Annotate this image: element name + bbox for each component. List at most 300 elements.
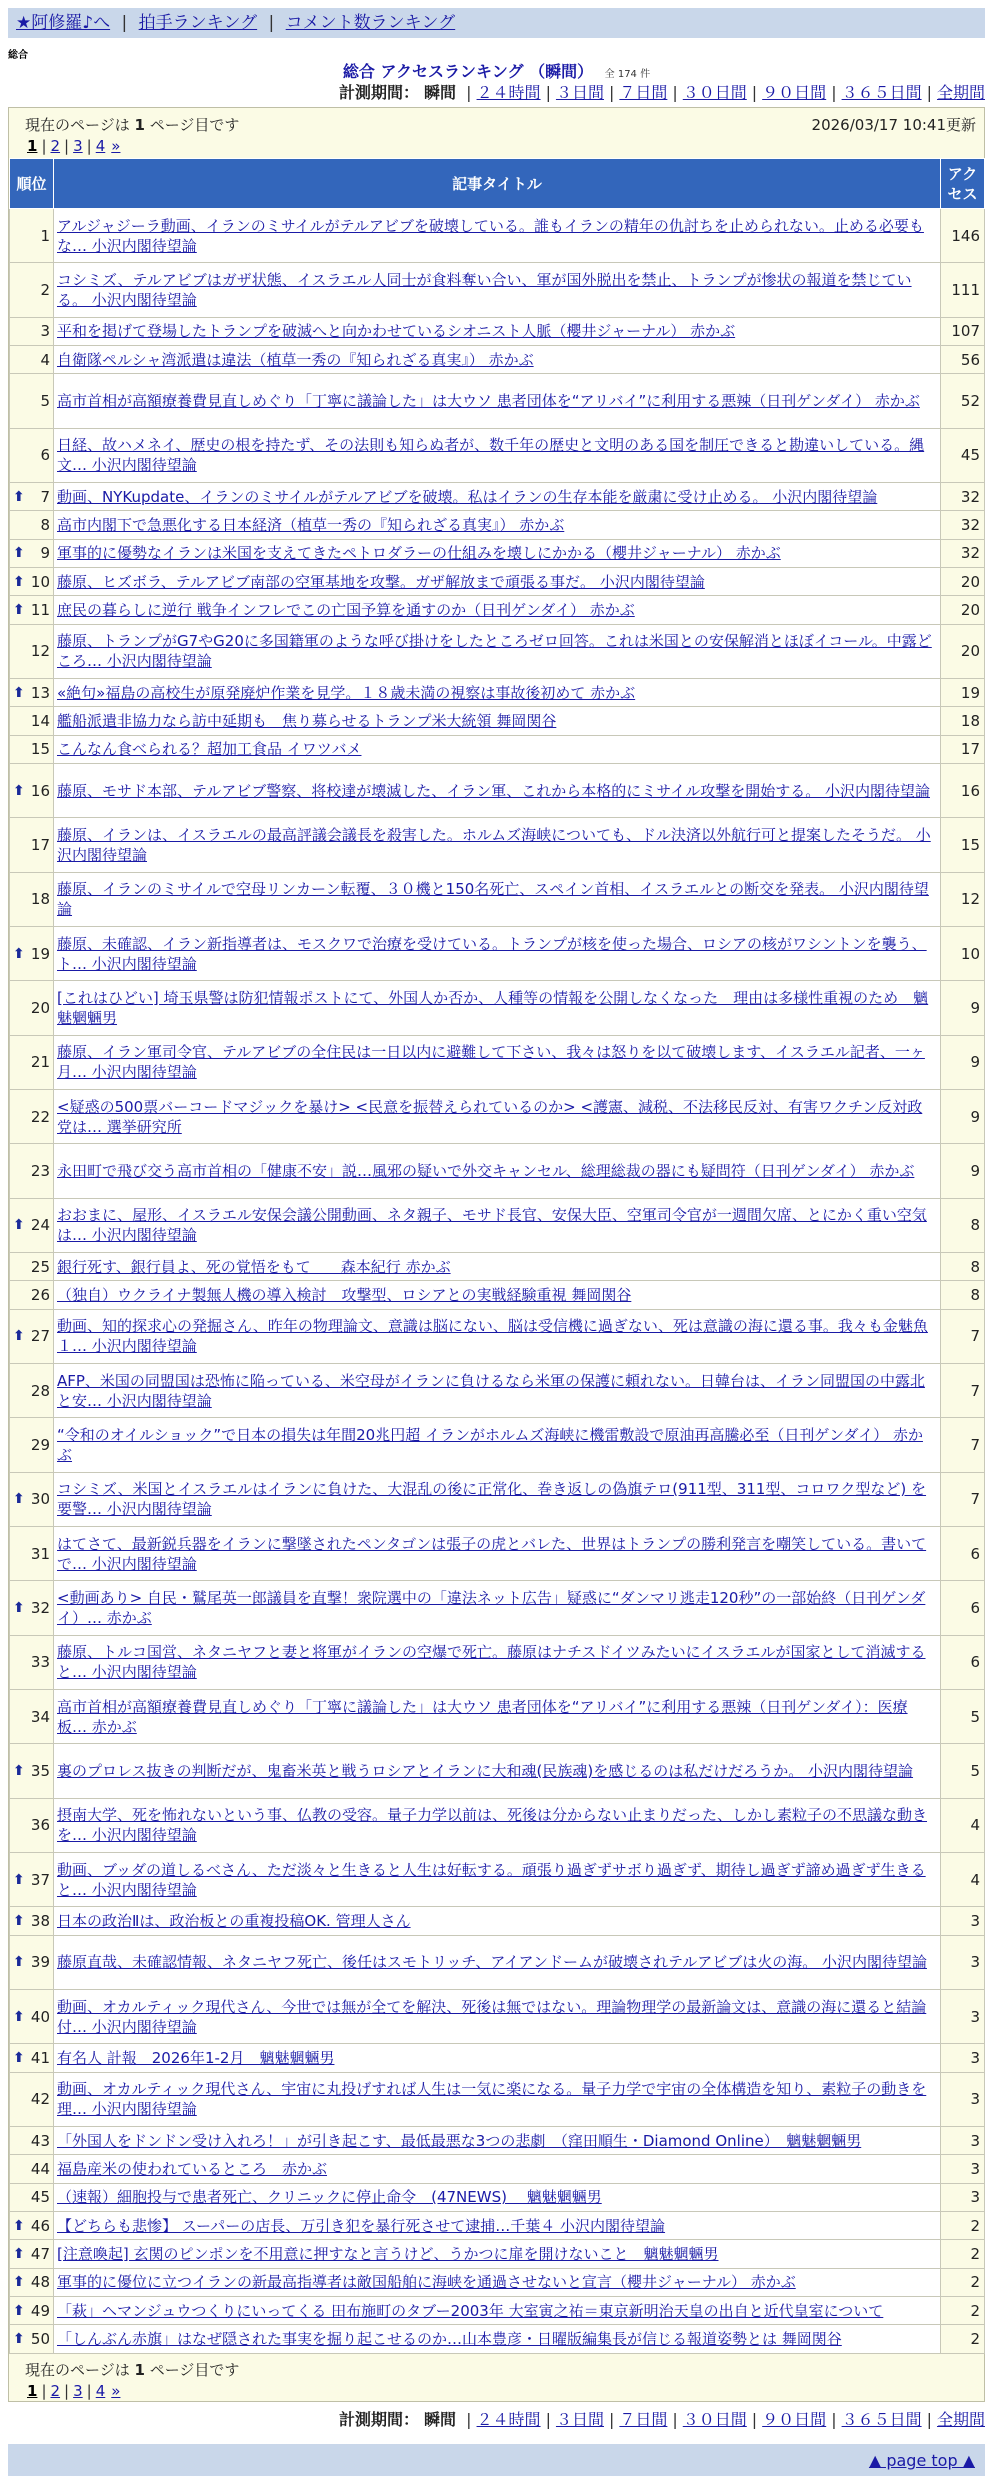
article-title-link[interactable]: 「萩」ヘマンジュウつくりにいってくる 田布施町のタブー2003年 大室寅之祐＝東京新明治天皇の出自と近代皇室について [57,2301,884,2320]
rank-up-arrow-icon: ⬆ [13,684,25,701]
period-option-link[interactable]: 全期間 [936,2410,985,2429]
ranking-row [10,263,985,317]
bottom-bar [8,2444,985,2476]
rank-cell [10,1853,54,1907]
access-count: 3 [941,1990,985,2044]
period-label: 計測期間： [338,83,419,102]
access-count: 6 [941,1581,985,1635]
title-cell [54,1935,941,1989]
access-count: 2 [941,2297,985,2325]
title-cell [54,1364,941,1418]
access-count: 32 [941,483,985,511]
ranking-row [10,735,985,763]
rank-number: 25 [30,1257,50,1276]
top-nav-bar [8,8,985,38]
rank-up-arrow-icon: ⬆ [13,1871,25,1888]
article-title-link[interactable]: 高市首相が高額療養費見直しめぐり「丁寧に議論した」は大ウソ 患者団体を“アリバイ”に利用する悪辣（日刊ゲンダイ）：医療板… 赤かぶ [57,1697,908,1736]
clap-ranking-link[interactable]: 拍手ランキング [138,13,258,33]
article-title-link[interactable]: 藤原直哉、未確認情報、ネタニヤフ死亡、後任はスモトリッチ、アイアンドームが破壊されテルアビブは火の海。 小沢内閣待望論 [57,1953,927,1972]
pagination-separator: | [41,2382,47,2400]
ranking-row [10,596,985,624]
rank-number: 39 [30,1953,50,1972]
article-title-link[interactable]: 動画、ブッダの道しるべさん、ただ淡々と生きると人生は好転する。頑張り過ぎずサボり過ぎず、期待し過ぎず諦め過ぎず生きると… 小沢内閣待望論 [57,1860,926,1899]
title-cell [54,2297,941,2325]
article-title-link[interactable]: 動画、知的探求心の発掘さん、昨年の物理論文、意識は脳にない、脳は受信機に過ぎない、死は意識の海に還る事。我々も金魅魚１… 小沢内閣待望論 [57,1317,928,1356]
rank-cell [10,624,54,678]
title-cell [54,2183,941,2211]
access-count: 16 [941,764,985,818]
pagination-page-link[interactable]: 4 [95,137,106,155]
access-count: 2 [941,2212,985,2240]
rank-cell [10,1035,54,1089]
pagination-page-link[interactable]: 3 [73,137,83,155]
current-page-prefix: 現在のページは [25,2361,135,2379]
ranking-row [10,2240,985,2268]
period-option-link[interactable]: ７日間 [619,83,668,102]
ranking-row [10,1418,985,1472]
access-count: 20 [941,624,985,678]
rank-cell [10,1690,54,1744]
rank-number: 38 [30,1912,50,1930]
ranking-row [10,1581,985,1635]
ranking-row [10,2268,985,2296]
rank-cell [10,2127,54,2155]
ranking-row [10,317,985,345]
pagination-page-link[interactable]: 1 [27,2382,38,2400]
pagination-page-link[interactable]: 1 [27,137,38,155]
ranking-row [10,624,985,678]
period-option-link[interactable]: ２４時間 [476,2410,541,2429]
ranking-row [10,1935,985,1989]
title-cell [54,209,941,263]
article-title-link[interactable]: 【どちらも悲惨】 スーパーの店長、万引き犯を暴行死させて逮捕…千葉４ 小沢内閣待望論 [57,2216,666,2235]
rank-cell [10,1198,54,1252]
title-cell [54,1744,941,1798]
article-title-link[interactable]: 庶民の暮らしに逆行 戦争インフレでこの亡国予算を通すのか（日刊ゲンダイ） 赤かぶ [57,601,635,620]
title-cell [54,374,941,428]
rank-cell [10,927,54,981]
access-count: 52 [941,374,985,428]
article-title-link[interactable]: 自衛隊ペルシャ湾派遣は違法（植草一秀の『知られざる真実』） 赤かぶ [57,350,534,369]
rank-up-arrow-icon: ⬆ [13,2302,25,2319]
rank-number: 48 [30,2273,50,2292]
article-title-link[interactable]: アルジャジーラ動画、イランのミサイルがテルアビブを破壊している。誰もイランの精年の仇討ちを止められない。止める必要もな… 小沢内閣待望論 [57,216,924,255]
article-title-link[interactable]: こんなん食べられる？超加工食品 イワツバメ [57,740,362,759]
ranking-row [10,981,985,1035]
ranking-row [10,209,985,263]
article-title-link[interactable]: 高市内閣下で急悪化する日本経済（植草一秀の『知られざる真実』） 赤かぶ [57,516,565,535]
rank-up-arrow-icon: ⬆ [13,1217,25,1234]
current-page-prefix: 現在のページは [25,116,135,134]
header-rank: 順位 [10,159,54,209]
article-title-link[interactable]: 藤原、イランのミサイルで空母リンカーン転覆、３０機と150名死亡、スペイン首相、イスラエルとの断交を発表。 小沢内閣待望論 [57,880,929,919]
article-title-link[interactable]: 軍事的に優位に立つイランの新最高指導者は敵国船舶に海峡を通過させないと宣言（櫻井ジャーナル） 赤かぶ [57,2273,796,2292]
ranking-row [10,2325,985,2354]
article-title-link[interactable]: 日本の政治Ⅱは、政治板との重複投稿OK. 管理人さん [57,1912,411,1930]
article-title-link[interactable]: «絶句»福島の高校生が原発廃炉作業を見学。１８歳未満の視察は事故後初めて 赤かぶ [57,683,636,702]
access-count: 4 [941,1798,985,1852]
title-cell [54,764,941,818]
title-cell [54,1418,941,1472]
title-cell [54,2240,941,2268]
period-option-link[interactable]: ３日間 [555,83,604,102]
ranking-row [10,927,985,981]
rank-cell [10,1418,54,1472]
rank-cell [10,596,54,624]
article-title-link[interactable]: 藤原、イランは、イスラエルの最高評議会議長を殺害した。ホルムズ海峡についても、ドル決済以外航行可と提案したそうだ。 小沢内閣待望論 [57,826,931,865]
article-title-link[interactable]: 平和を掲げて登場したトランプを破滅へと向かわせているシオニスト人脈（櫻井ジャーナル） 赤かぶ [57,322,736,341]
article-title-link[interactable]: はてさて、最新鋭兵器をイランに撃墜されたペンタゴンは張子の虎とバレた、世界はトランプの勝利発言を嘲笑している。書いてで… 小沢内閣待望論 [57,1534,927,1573]
rank-number: 35 [30,1762,50,1780]
ranking-row [10,1253,985,1281]
title-cell [54,346,941,374]
page-info-top [9,108,984,158]
rank-cell [10,2212,54,2240]
title-cell [54,2127,941,2155]
pagination-bottom [27,2382,120,2400]
rank-cell [10,317,54,345]
article-title-link[interactable]: 藤原、トルコ国営、ネタニヤフと妻と将軍がイランの空爆で死亡。藤原はナチスドイツみたいにイスラエルが国家として消滅すると… 小沢内閣待望論 [57,1643,926,1682]
title-cell [54,1798,941,1852]
rank-cell [10,2183,54,2211]
access-count: 19 [941,679,985,707]
rank-number: 1 [40,226,50,245]
access-count: 6 [941,1635,985,1689]
rank-number: 4 [40,350,50,369]
period-separator: | [545,2410,551,2429]
ranking-row [10,1090,985,1144]
page-top-link[interactable]: ▲ page top ▲ [868,2451,975,2470]
rank-cell [10,1935,54,1989]
article-title-link[interactable]: 福島産米の使われているところ 赤かぶ [57,2160,328,2179]
title-cell [54,2212,941,2240]
rank-cell [10,539,54,567]
period-option-link[interactable]: ３０日間 [682,83,747,102]
access-count: 12 [941,872,985,926]
article-title-link[interactable]: [注意喚起] 玄関のピンポンを不用意に押すなと言うけど、うかつに扉を開けないこと 魑魅魍魎男 [57,2245,719,2264]
rank-cell [10,2044,54,2072]
rank-number: 13 [30,683,50,702]
title-cell [54,2268,941,2296]
rank-cell [10,1472,54,1526]
rank-cell [10,483,54,511]
rank-cell [10,374,54,428]
article-title-link[interactable]: <動画あり> 自民・鷲尾英一郎議員を直撃！衆院選中の「違法ネット広告」疑惑に“ダンマリ逃走120秒”の一部始終（日刊ゲンダイ）… 赤かぶ [57,1589,926,1628]
period-separator: | [672,83,678,102]
pagination-page-link[interactable]: 2 [50,2382,61,2400]
rank-cell [10,1635,54,1689]
access-count: 20 [941,596,985,624]
article-title-link[interactable]: 銀行死す、銀行員よ、死の覚悟をもて 森本紀行 赤かぶ [57,1257,451,1276]
rank-number: 16 [30,781,50,800]
ranking-row [10,1035,985,1089]
period-separator: | [831,83,837,102]
page-info-bottom [9,2353,984,2403]
header-access: アクセス [941,159,985,209]
rank-up-arrow-icon: ⬆ [13,573,25,590]
rank-number: 20 [30,999,50,1018]
rank-cell [10,511,54,539]
rank-cell [10,1744,54,1798]
current-page-text [25,2359,239,2380]
article-title-link[interactable]: おおまに、屋形、イスラエル安保会議公開動画、ネタ親子、モサド長官、安保大臣、空軍司令官が一週間欠席、とにかく重い空気は… 小沢内閣待望論 [57,1206,927,1245]
rank-cell [10,1364,54,1418]
access-count: 5 [941,1744,985,1798]
period-option-link[interactable]: ３日間 [555,2410,604,2429]
title-cell [54,1472,941,1526]
rank-cell [10,1281,54,1309]
period-separator: | [751,83,758,102]
title-cell [54,624,941,678]
ranking-row [10,1744,985,1798]
period-option-link[interactable]: ３６５日間 [841,2410,922,2429]
article-title-link[interactable]: 艦船派遣非協力なら訪中延期も 焦り募らせるトランプ米大統領 舞岡関谷 [57,712,557,731]
rank-cell [10,818,54,872]
period-option-link[interactable]: ９０日間 [762,2410,827,2429]
section-label: 総合 [8,50,28,61]
article-title-link[interactable]: 動画、オカルティック現代さん、今世では無が全てを解決、死後は無ではない。理論物理学の最新論文は、意識の海に還ると結論付… 小沢内閣待望論 [57,1997,927,2036]
title-cell [54,263,941,317]
article-title-link[interactable]: （独自）ウクライナ製無人機の導入検討 攻撃型、ロシアとの実戦経験重視 舞岡関谷 [57,1286,632,1305]
access-count: 5 [941,1690,985,1744]
period-selector-top [339,84,985,102]
rank-number: 46 [30,2216,50,2235]
access-count: 107 [941,317,985,345]
current-page-text [25,114,239,135]
period-option-link[interactable]: 全期間 [936,83,985,102]
title-cell [54,1990,941,2044]
article-title-link[interactable]: 永田町で飛び交う高市首相の「健康不安」説…風邪の疑いで外交キャンセル、総理総裁の器にも疑問符（日刊ゲンダイ） 赤かぶ [57,1162,915,1181]
rank-cell [10,263,54,317]
rank-number: 7 [40,487,50,506]
ranking-row [10,818,985,872]
ranking-row [10,1853,985,1907]
title-cell [54,1635,941,1689]
ranking-row [10,2183,985,2211]
article-title-link[interactable]: 藤原、未確認、イラン新指導者は、モスクワで治療を受けている。トランプが核を使った場合、ロシアの核がワシントンを襲う、ト… 小沢内閣待望論 [57,934,927,973]
period-separator: | [608,83,615,102]
home-link[interactable]: ★阿修羅♪へ [16,13,111,33]
ranking-row [10,568,985,596]
ranking-row [10,1907,985,1935]
article-title-link[interactable]: 摂南大学、死を怖れないという事、仏教の受容。量子力学以前は、死後は分からない止まりだった、しかし素粒子の不思議な動きを… 小沢内閣待望論 [57,1806,928,1845]
rank-number: 30 [30,1490,50,1509]
rank-number: 10 [30,572,50,591]
title-cell [54,981,941,1035]
ranking-row [10,346,985,374]
title-cell [54,2044,941,2072]
ranking-row [10,2072,985,2126]
title-cell [54,927,941,981]
rank-up-arrow-icon: ⬆ [13,1600,25,1617]
rank-number: 14 [30,712,50,731]
ranking-row [10,1281,985,1309]
current-page-suffix: ページ目です [144,116,240,134]
article-title-link[interactable]: 藤原、イラン軍司令官、テルアビブの全住民は一日以内に避難して下さい、我々は怒りを以て破壊します、イスラエル記者、一ヶ月… 小沢内閣待望論 [57,1043,925,1082]
rank-cell [10,2072,54,2126]
access-count: 7 [941,1418,985,1472]
rank-up-arrow-icon: ⬆ [13,2050,25,2066]
rank-cell [10,764,54,818]
article-title-link[interactable]: <疑惑の500票バーコードマジックを暴け> <民意を振替えられているのか> <護憲、減税、不法移民反対、有害ワクチン反対政党は… 選挙研究所 [57,1097,923,1136]
rank-number: 17 [30,836,50,855]
article-title-link[interactable]: 藤原、モサド本部、テルアビブ警察、将校達が壊滅した、イラン軍、これから本格的にミサイル攻撃を開始する。 小沢内閣待望論 [57,781,930,800]
ranking-row [10,1798,985,1852]
rank-cell [10,1581,54,1635]
title-cell [54,539,941,567]
article-title-link[interactable]: 動画、NYKupdate、イランのミサイルがテルアビブを破壊。私はイランの生存本能を厳粛に受け止める。 小沢内閣待望論 [57,487,878,506]
ranking-row [10,1198,985,1252]
article-title-link[interactable]: （速報）細胞投与で患者死亡、クリニックに停止命令 (47NEWS) 魑魅魍魎男 [57,2188,602,2207]
current-page-number: 1 [134,116,145,134]
title-cell [54,1035,941,1089]
ranking-title [8,63,985,84]
rank-up-arrow-icon: ⬆ [13,2008,25,2025]
rank-up-arrow-icon: ⬆ [13,2274,25,2291]
rank-up-arrow-icon: ⬆ [13,545,25,562]
period-separator: | [926,83,932,102]
rank-number: 43 [30,2131,50,2150]
rank-number: 2 [40,280,50,299]
access-count: 3 [941,1907,985,1935]
ranking-total: 全 174 件 [604,69,651,80]
access-count: 15 [941,818,985,872]
title-cell [54,1090,941,1144]
pagination-page-link[interactable]: 3 [73,2382,83,2400]
ranking-row [10,764,985,818]
title-cell [54,872,941,926]
ranking-row [10,2044,985,2072]
rank-cell [10,568,54,596]
pagination-top [27,137,120,155]
pagination-page-link[interactable]: 2 [50,137,61,155]
title-cell [54,679,941,707]
article-title-link[interactable]: 高市首相が高額療養費見直しめぐり「丁寧に議論した」は大ウソ 患者団体を“アリバイ”に利用する悪辣（日刊ゲンダイ） 赤かぶ [57,392,920,410]
nav-separator: | [268,13,275,33]
ranking-row [10,1990,985,2044]
pagination-separator: | [86,137,92,155]
article-title-link[interactable]: [これはひどい] 埼玉県警は防犯情報ポストにて、外国人か否か、人種等の情報を公開しなくなった 理由は多様性重視のため 魑魅魍魎男 [57,989,929,1028]
title-cell [54,1907,941,1935]
rank-cell [10,1309,54,1363]
access-count: 8 [941,1253,985,1281]
period-option-link[interactable]: ３６５日間 [841,83,922,102]
rank-number: 37 [30,1870,50,1889]
rank-up-arrow-icon: ⬆ [13,1491,25,1508]
period-option-link[interactable]: ９０日間 [762,83,827,102]
period-current: 瞬間 [424,83,457,102]
article-title-link[interactable]: コシミズ、米国とイスラエルはイランに負けた、大混乱の後に正常化、巻き返しの偽旗テロ(911型、311型、コロワク型など) を要警… 小沢内閣待望論 [57,1480,927,1519]
rank-up-arrow-icon: ⬆ [13,2331,25,2348]
ranking-row [10,1690,985,1744]
ranking-row [10,1472,985,1526]
ranking-panel [8,107,985,2402]
article-title-link[interactable]: コシミズ、テルアビブはガザ状態、イスラエル人同士が食料奪い合い、軍が国外脱出を禁止、トランプが惨状の報道を禁じている。 小沢内閣待望論 [57,270,912,309]
title-cell [54,2155,941,2183]
period-separator: | [545,83,551,102]
article-title-link[interactable]: 日経、故ハメネイ、歴史の根を持たず、その法則も知らぬ者が、数千年の歴史と文明のある国を制圧できると勘違いしている。縄文… 小沢内閣待望論 [57,436,925,475]
comment-ranking-link[interactable]: コメント数ランキング [285,13,456,33]
rank-cell [10,735,54,763]
access-count: 9 [941,1144,985,1198]
rank-cell [10,1090,54,1144]
ranking-row [10,1309,985,1363]
title-cell [54,596,941,624]
rank-number: 18 [30,890,50,909]
period-separator: | [751,2410,758,2429]
rank-number: 21 [30,1053,50,1072]
access-count: 6 [941,1527,985,1581]
access-count: 7 [941,1364,985,1418]
period-option-link[interactable]: ７日間 [619,2410,668,2429]
article-title-link[interactable]: 裏のプロレス抜きの判断だが、鬼畜米英と戦うロシアとイランに大和魂(民族魂)を感じるのは私だけだろうか。 小沢内閣待望論 [57,1762,914,1780]
access-count: 32 [941,539,985,567]
rank-number: 19 [30,944,50,963]
rank-up-arrow-icon: ⬆ [13,602,25,619]
current-page-suffix: ページ目です [144,2361,240,2379]
rank-cell [10,1253,54,1281]
article-title-link[interactable]: “令和のオイルショック”で日本の損失は年間20兆円超 イランがホルムズ海峡に機雷敷設で原油再高騰必至（日刊ゲンダイ） 赤かぶ [57,1426,923,1465]
rank-number: 24 [30,1216,50,1235]
access-count: 4 [941,1853,985,1907]
rank-number: 33 [30,1653,50,1672]
title-cell [54,1253,941,1281]
rank-number: 12 [30,642,50,661]
article-title-link[interactable]: 「外国人をドンドン受け入れろ！」が引き起こす、最低最悪な3つの悲劇 （窪田順生・Diamond Online） 魑魅魍魎男 [57,2131,862,2150]
article-title-link[interactable]: AFP、米国の同盟国は恐怖に陥っている、米空母がイランに負けるなら米軍の保護に頼れない。日韓台は、イラン同盟国の中露北と安… 小沢内閣待望論 [57,1371,925,1410]
article-title-link[interactable]: 藤原、トランプがG7やG20に多国籍軍のような呼び掛けをしたところゼロ回答。これは米国との安保解消とほぼイコール。中露どころ… 小沢内閣待望論 [57,632,932,671]
period-option-link[interactable]: ３０日間 [682,2410,747,2429]
article-title-link[interactable]: 「しんぶん赤旗」はなぜ隠された事実を掘り起こせるのか…山本豊彦・日曜版編集長が信じる報道姿勢とは 舞岡関谷 [57,2330,842,2349]
rank-up-arrow-icon: ⬆ [13,782,25,799]
access-count: 10 [941,927,985,981]
rank-number: 32 [30,1599,50,1618]
rank-number: 8 [40,516,50,535]
title-cell [54,707,941,735]
title-cell [54,735,941,763]
article-title-link[interactable]: 動画、オカルティック現代さん、宇宙に丸投げすれば人生は一気に楽になる。量子力学で宇宙の全体構造を知り、素粒子の動きを理… 小沢内閣待望論 [57,2080,927,2119]
title-cell [54,818,941,872]
title-cell [54,1144,941,1198]
rank-number: 40 [30,2007,50,2026]
article-title-link[interactable]: 軍事的に優勢なイランは米国を支えてきたペトロダラーの仕組みを壊しにかかる（櫻井ジャーナル） 赤かぶ [57,544,781,563]
article-title-link[interactable]: 有名人 計報 2026年1-2月 魑魅魍魎男 [57,2049,335,2067]
pagination-next-link[interactable]: » [111,2382,121,2400]
ranking-table [9,158,985,2354]
access-count: 9 [941,1090,985,1144]
ranking-row [10,2155,985,2183]
rank-number: 26 [30,1286,50,1305]
access-count: 18 [941,707,985,735]
rank-cell [10,2297,54,2325]
rank-cell [10,346,54,374]
rank-number: 22 [30,1107,50,1126]
article-title-link[interactable]: 藤原、ヒズボラ、テルアビブ南部の空軍基地を攻撃。ガザ解放まで頑張る事だ。 小沢内閣待望論 [57,572,705,591]
access-count: 20 [941,568,985,596]
pagination-separator: | [86,2382,92,2400]
title-cell [54,1527,941,1581]
access-count: 7 [941,1472,985,1526]
rank-up-arrow-icon: ⬆ [13,2246,25,2263]
title-cell [54,2072,941,2126]
period-option-link[interactable]: ２４時間 [476,83,541,102]
period-label: 計測期間： [338,2410,419,2429]
pagination-next-link[interactable]: » [111,137,121,155]
rank-number: 5 [40,392,50,410]
rank-number: 47 [30,2245,50,2264]
access-count: 45 [941,428,985,482]
pagination-page-link[interactable]: 4 [95,2382,106,2400]
